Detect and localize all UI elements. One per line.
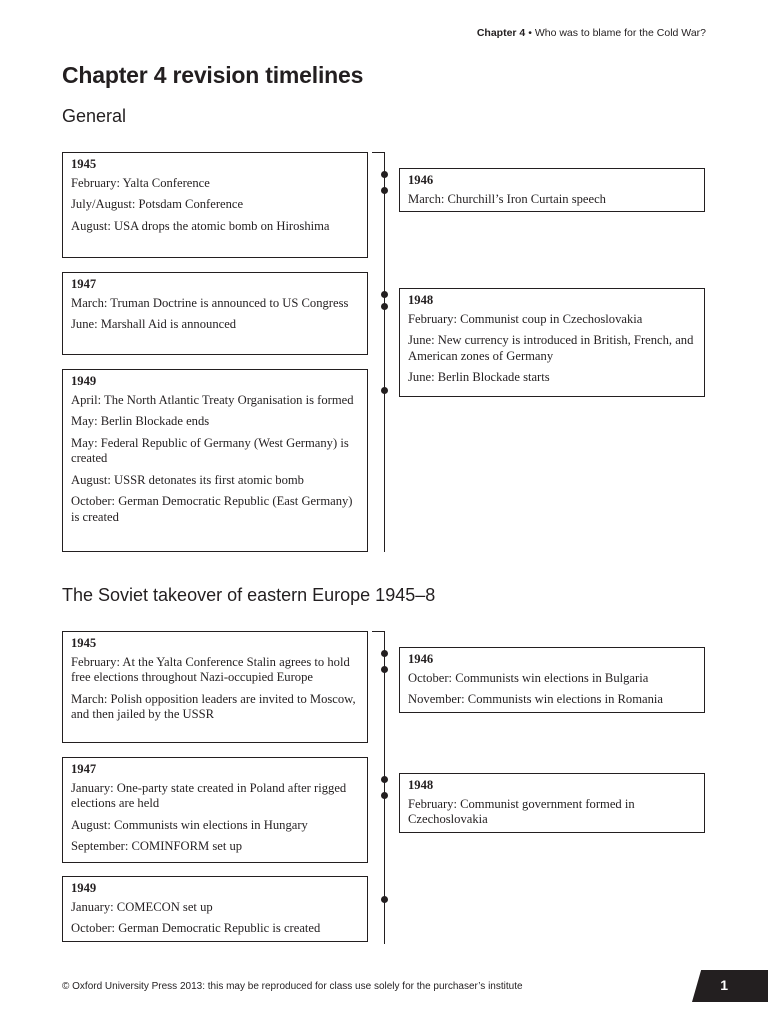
entry-year: 1948 (408, 778, 434, 792)
running-head (477, 27, 706, 39)
entry-event: June: New currency is introduced in British, French, and American zones of Germany (408, 333, 694, 363)
section-heading-soviet-takeover: The Soviet takeover of eastern Europe 1945–8 (62, 585, 436, 605)
entry-event: May: Federal Republic of Germany (West Germany) is created (71, 435, 349, 465)
entry-year: 1949 (71, 374, 97, 388)
entry-event: May: Berlin Blockade ends (71, 414, 210, 428)
entry-event: August: Communists win elections in Hungary (71, 817, 308, 832)
entry-event: October: German Democratic Republic is created (71, 921, 321, 935)
timeline-entry-1947 (62, 757, 368, 863)
entry-event: March: Truman Doctrine is announced to US Congress (71, 295, 349, 310)
copyright-footer: © Oxford University Press 2013: this may be reproduced for class use solely for the purchaser’s institute (62, 981, 523, 992)
timeline-tick (372, 631, 384, 632)
entry-year: 1946 (408, 173, 434, 187)
timeline-dot (381, 171, 388, 178)
entry-event: July/August: Potsdam Conference (71, 197, 244, 211)
entry-event: June: Berlin Blockade starts (408, 370, 550, 384)
entry-year: 1946 (408, 652, 434, 666)
entry-event: February: Communist coup in Czechoslovakia (408, 311, 643, 326)
entry-year: 1947 (71, 762, 97, 776)
timeline-dot (381, 187, 388, 194)
entry-event: October: German Democratic Republic (East Germany) is created (71, 494, 353, 524)
timeline-entry-1946 (399, 647, 705, 713)
timeline-dot (381, 666, 388, 673)
entry-event: June: Marshall Aid is announced (71, 317, 237, 331)
timeline-entry-1949 (62, 369, 368, 552)
entry-event: September: COMINFORM set up (71, 839, 243, 853)
entry-event: March: Churchill’s Iron Curtain speech (408, 191, 606, 206)
timeline-entry-1949 (62, 876, 368, 942)
page-title: Chapter 4 revision timelines (62, 62, 364, 88)
entry-year: 1949 (71, 881, 97, 895)
section-heading-general: General (62, 106, 127, 126)
timeline-dot (381, 792, 388, 799)
timeline-dot (381, 303, 388, 310)
running-head-chapter: Chapter 4 (476, 27, 526, 39)
entry-event: March: Polish opposition leaders are invited to Moscow, and then jailed by the USSR (71, 691, 356, 721)
running-head-subtitle: Who was to blame for the Cold War? (534, 27, 706, 39)
entry-event: April: The North Atlantic Treaty Organisation is formed (71, 392, 354, 407)
timeline-entry-1945 (62, 631, 368, 743)
timeline-dot (381, 291, 388, 298)
timeline-dot (381, 896, 388, 903)
page-number-tab (692, 970, 768, 1002)
timeline-axis-general (384, 152, 385, 552)
entry-event: February: Yalta Conference (71, 175, 210, 190)
entry-year: 1945 (71, 157, 97, 171)
timeline-dot (381, 387, 388, 394)
entry-event: August: USSR detonates its first atomic bomb (71, 472, 304, 487)
timeline-entry-1947 (62, 272, 368, 355)
entry-event: August: USA drops the atomic bomb on Hiroshima (71, 218, 330, 233)
entry-event: October: Communists win elections in Bulgaria (408, 670, 649, 685)
entry-event: February: Communist government formed in Czechoslovakia (408, 796, 635, 826)
timeline-dot (381, 776, 388, 783)
timeline-tick (372, 152, 384, 153)
page-number: 1 (720, 977, 728, 993)
entry-year: 1948 (408, 293, 434, 307)
entry-year: 1947 (71, 277, 97, 291)
timeline-entry-1946 (399, 168, 705, 212)
timeline-entry-1945 (62, 152, 368, 258)
timeline-dot (381, 650, 388, 657)
entry-event: January: One-party state created in Poland after rigged elections are held (71, 780, 347, 810)
entry-event: January: COMECON set up (71, 899, 213, 914)
timeline-entry-1948 (399, 773, 705, 833)
entry-event: February: At the Yalta Conference Stalin agrees to hold free elections throughout Nazi-occupied Europe (71, 654, 350, 684)
entry-event: November: Communists win elections in Romania (408, 692, 663, 706)
timeline-entry-1948 (399, 288, 705, 397)
entry-year: 1945 (71, 636, 97, 650)
running-head-separator: • (528, 27, 532, 39)
